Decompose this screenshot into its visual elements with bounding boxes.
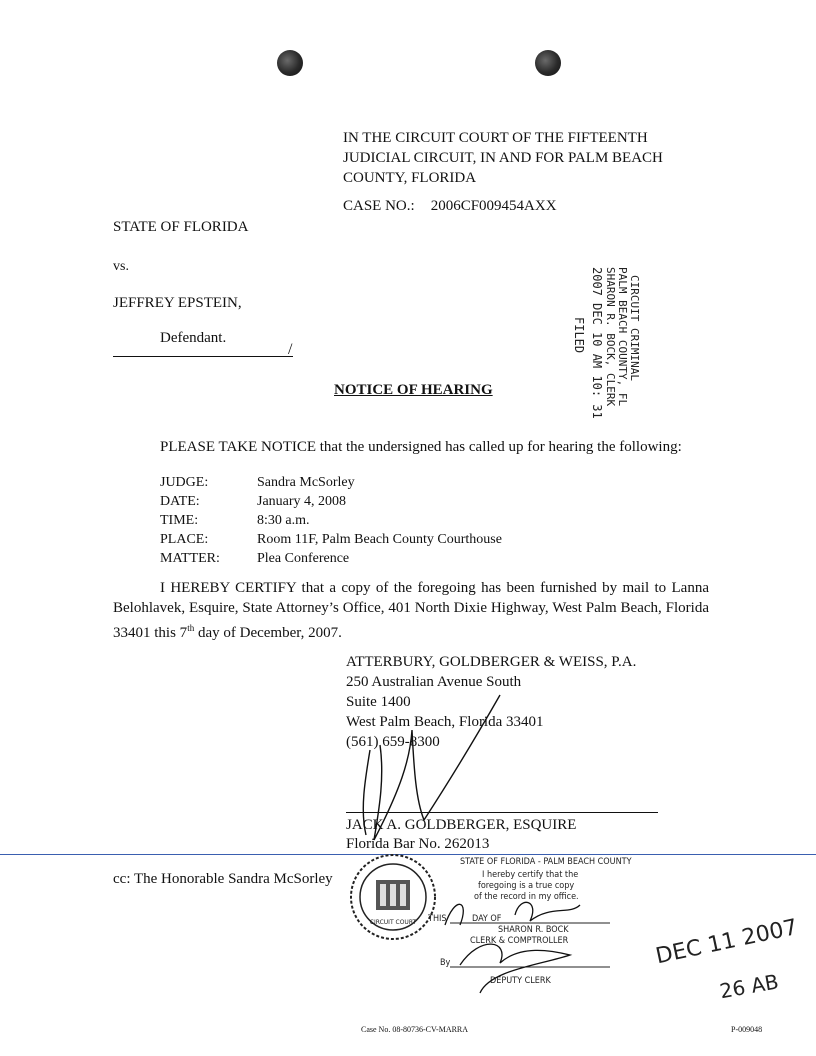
detail-row-time bbox=[160, 511, 502, 530]
filed-stamp bbox=[572, 262, 708, 419]
cert-this: THIS bbox=[428, 914, 447, 924]
stamp-date: 2007 DEC 10 AM 10: 31 bbox=[590, 267, 604, 419]
detail-label: DATE: bbox=[160, 494, 200, 509]
firm-street: 250 Australian Avenue South bbox=[346, 674, 522, 690]
bar-number: Florida Bar No. 262013 bbox=[346, 836, 490, 852]
certify-sup: th bbox=[187, 623, 195, 633]
defendant-name: JEFFREY EPSTEIN, bbox=[113, 295, 242, 311]
case-number bbox=[343, 196, 557, 216]
firm-name: ATTERBURY, GOLDBERGER & WEISS, P.A. bbox=[346, 654, 637, 670]
intro-paragraph: PLEASE TAKE NOTICE that the undersigned has called up for hearing the following: bbox=[160, 439, 682, 455]
cert-clerk-name: SHARON R. BOCK bbox=[498, 925, 569, 935]
hand-initials: 26 AB bbox=[717, 969, 781, 1004]
detail-value: Sandra McSorley bbox=[257, 475, 355, 490]
stamp-division: CIRCUIT CRIMINAL bbox=[628, 275, 641, 381]
firm-city: West Palm Beach, Florida 33401 bbox=[346, 714, 544, 730]
handwritten-date bbox=[650, 900, 800, 1010]
punch-hole-left bbox=[277, 50, 303, 76]
detail-value: 8:30 a.m. bbox=[257, 513, 310, 528]
detail-value: Room 11F, Palm Beach County Courthouse bbox=[257, 532, 502, 547]
detail-label: MATTER: bbox=[160, 551, 220, 566]
caption-rule bbox=[113, 356, 293, 357]
stamp-filed: FILED bbox=[572, 317, 586, 354]
seal-text: CIRCUIT COURT bbox=[369, 919, 417, 926]
detail-label: TIME: bbox=[160, 513, 199, 528]
document-title: NOTICE OF HEARING bbox=[334, 382, 493, 398]
certify-text: I HEREBY CERTIFY that a copy of the foregoing has been furnished by mail to Lanna Belohlavek, Esquire, State Attorney’s Office, 401 North Dixie Highway, West Palm Beach, Florida 33401 this 7 bbox=[113, 580, 709, 641]
footer-case-number: Case No. 08-80736-CV-MARRA bbox=[361, 1025, 469, 1034]
caption-slash: / bbox=[288, 341, 293, 358]
detail-row-judge bbox=[160, 473, 502, 492]
hearing-details bbox=[160, 473, 502, 568]
detail-row-matter bbox=[160, 549, 502, 568]
detail-value: January 4, 2008 bbox=[257, 494, 347, 509]
detail-row-place bbox=[160, 530, 502, 549]
court-line-1: IN THE CIRCUIT COURT OF THE FIFTEENTH bbox=[343, 130, 648, 146]
certificate-of-service bbox=[113, 578, 709, 643]
stamp-county: PALM BEACH COUNTY, FL bbox=[616, 267, 629, 407]
cert-line-2: foregoing is a true copy bbox=[478, 881, 575, 891]
case-value: 2006CF009454AXX bbox=[430, 198, 557, 214]
versus: vs. bbox=[113, 259, 129, 274]
cert-deputy: DEPUTY CLERK bbox=[490, 976, 551, 986]
cc-line: cc: The Honorable Sandra McSorley bbox=[113, 871, 333, 887]
case-label: CASE NO.: bbox=[343, 198, 415, 214]
plaintiff: STATE OF FLORIDA bbox=[113, 219, 249, 235]
detail-label: PLACE: bbox=[160, 532, 209, 547]
attorney-name: JACK A. GOLDBERGER, ESQUIRE bbox=[346, 817, 577, 833]
stamp-clerk: SHARON R. BOCK, CLERK bbox=[604, 267, 617, 407]
cert-dayof: DAY OF bbox=[472, 914, 502, 924]
cert-line-3: of the record in my office. bbox=[474, 892, 579, 902]
clerk-certification bbox=[420, 855, 640, 995]
certify-text-end: day of December, 2007. bbox=[194, 625, 342, 641]
detail-value: Plea Conference bbox=[257, 551, 350, 566]
detail-label: JUDGE: bbox=[160, 475, 209, 490]
court-line-3: COUNTY, FLORIDA bbox=[343, 170, 477, 186]
firm-phone: (561) 659-8300 bbox=[346, 734, 440, 750]
cert-clerk-title: CLERK & COMPTROLLER bbox=[470, 936, 569, 946]
court-line-2: JUDICIAL CIRCUIT, IN AND FOR PALM BEACH bbox=[343, 150, 663, 166]
punch-hole-right bbox=[535, 50, 561, 76]
cert-line-1: I hereby certify that the bbox=[482, 870, 579, 880]
detail-row-date bbox=[160, 492, 502, 511]
firm-suite: Suite 1400 bbox=[346, 694, 411, 710]
defendant-label: Defendant. bbox=[160, 330, 227, 346]
court-header bbox=[343, 128, 703, 188]
hand-date-text: DEC 11 2007 bbox=[653, 914, 800, 970]
signature-line bbox=[346, 812, 658, 813]
cert-header: STATE OF FLORIDA - PALM BEACH COUNTY bbox=[460, 857, 632, 867]
footer-page-number: P-009048 bbox=[731, 1025, 763, 1034]
cert-by: By bbox=[440, 958, 451, 968]
